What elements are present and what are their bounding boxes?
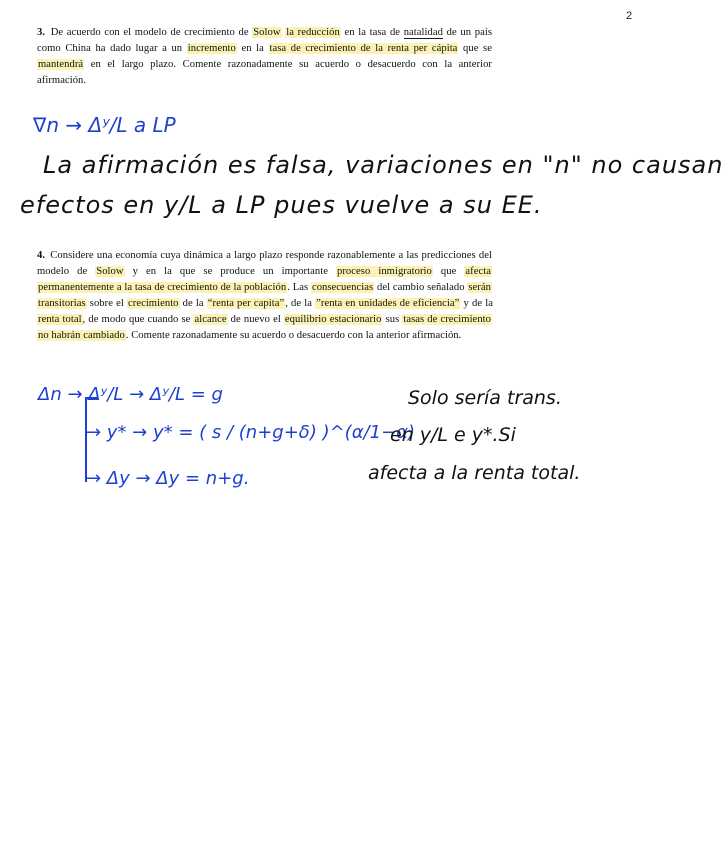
question-4-number: 4. bbox=[37, 250, 46, 261]
text-segment: que bbox=[432, 266, 465, 277]
highlighted-text: alcance bbox=[194, 314, 227, 325]
highlighted-text: incremento bbox=[187, 43, 236, 54]
handwritten-answer-3-line-2: La afirmación es falsa, variaciones en "n" no causan bbox=[43, 151, 723, 179]
handwritten-answer-3-line-1: ∇n → Δʸ/L a LP bbox=[33, 113, 176, 137]
text-segment: sobre el bbox=[86, 298, 127, 309]
highlighted-text: crecimiento bbox=[127, 298, 179, 309]
highlighted-text: proceso inmigratorio bbox=[337, 266, 432, 277]
question-3-number: 3. bbox=[37, 27, 46, 38]
text-segment: sus bbox=[382, 314, 403, 325]
highlighted-text: tasa de crecimiento de la renta per cápita bbox=[269, 43, 458, 54]
handwritten-note-4-line-1: Solo sería trans. bbox=[408, 387, 562, 409]
highlighted-text: Solow bbox=[253, 27, 281, 38]
handwritten-note-4-line-3: afecta a la renta total. bbox=[368, 462, 581, 484]
question-3-text bbox=[37, 27, 492, 86]
text-segment: y de la bbox=[460, 298, 493, 309]
highlighted-text: ”renta en unidades de eficiencia” bbox=[316, 298, 460, 309]
handwritten-answer-4-row-1: Δn → Δʸ/L → Δʸ/L = g bbox=[38, 384, 223, 405]
text-segment: de la bbox=[179, 298, 207, 309]
highlighted-text: “renta per capita” bbox=[207, 298, 285, 309]
text-segment: del cambio señalado bbox=[374, 282, 468, 293]
handwritten-answer-3-line-3: efectos en y/L a LP pues vuelve a su EE. bbox=[20, 191, 543, 219]
highlighted-text: Solow bbox=[96, 266, 124, 277]
handwritten-answer-4-row-3: → Δy → Δy = n+g. bbox=[86, 468, 250, 489]
highlighted-text: renta total bbox=[38, 314, 82, 325]
text-segment: en el largo plazo. Comente razonadamente su acuerdo o desacuerdo con la anterior afirmación. bbox=[37, 59, 492, 86]
highlighted-text: mantendrá bbox=[38, 59, 84, 70]
text-segment: que se bbox=[458, 43, 492, 54]
highlighted-text: equilibrio estacionario bbox=[284, 314, 382, 325]
question-4 bbox=[37, 248, 492, 344]
text-segment: . Comente razonadamente su acuerdo o desacuerdo con la anterior afirmación. bbox=[125, 330, 462, 341]
text-segment: . Las bbox=[287, 282, 311, 293]
text-segment: en la tasa de bbox=[340, 27, 404, 38]
underlined-text: natalidad bbox=[403, 27, 443, 38]
question-3 bbox=[37, 25, 492, 89]
text-segment: , de modo que cuando se bbox=[82, 314, 194, 325]
text-segment: , de la bbox=[285, 298, 316, 309]
text-segment: y en la que se produce un importante bbox=[124, 266, 336, 277]
highlighted-text: consecuencias bbox=[311, 282, 374, 293]
handwritten-note-4-line-2: en y/L e y*.Si bbox=[390, 424, 516, 446]
text-segment: Considere una economía cuya dinámica a largo plazo responde razonablemente a las predicciones del modelo de bbox=[37, 250, 492, 277]
text-segment: De acuerdo con el modelo de crecimiento de bbox=[47, 27, 253, 38]
highlighted-text: serán transitorias bbox=[38, 282, 491, 309]
handwritten-answer-4-row-2: → y* → y* = ( s / (n+g+δ) )^(α/1−α) bbox=[86, 422, 416, 443]
page-number: 2 bbox=[626, 10, 633, 22]
highlighted-text: afecta permanentemente a la tasa de crecimiento de la población bbox=[38, 266, 491, 293]
text-segment: en la bbox=[236, 43, 269, 54]
text-segment: de un país como China ha dado lugar a un bbox=[37, 27, 492, 54]
highlighted-text: la reducción bbox=[286, 27, 340, 38]
highlighted-text: tasas de crecimiento bbox=[403, 314, 492, 325]
question-4-text bbox=[37, 250, 493, 341]
highlighted-text: no habrán cambiado bbox=[38, 330, 125, 341]
text-segment: de nuevo el bbox=[227, 314, 284, 325]
